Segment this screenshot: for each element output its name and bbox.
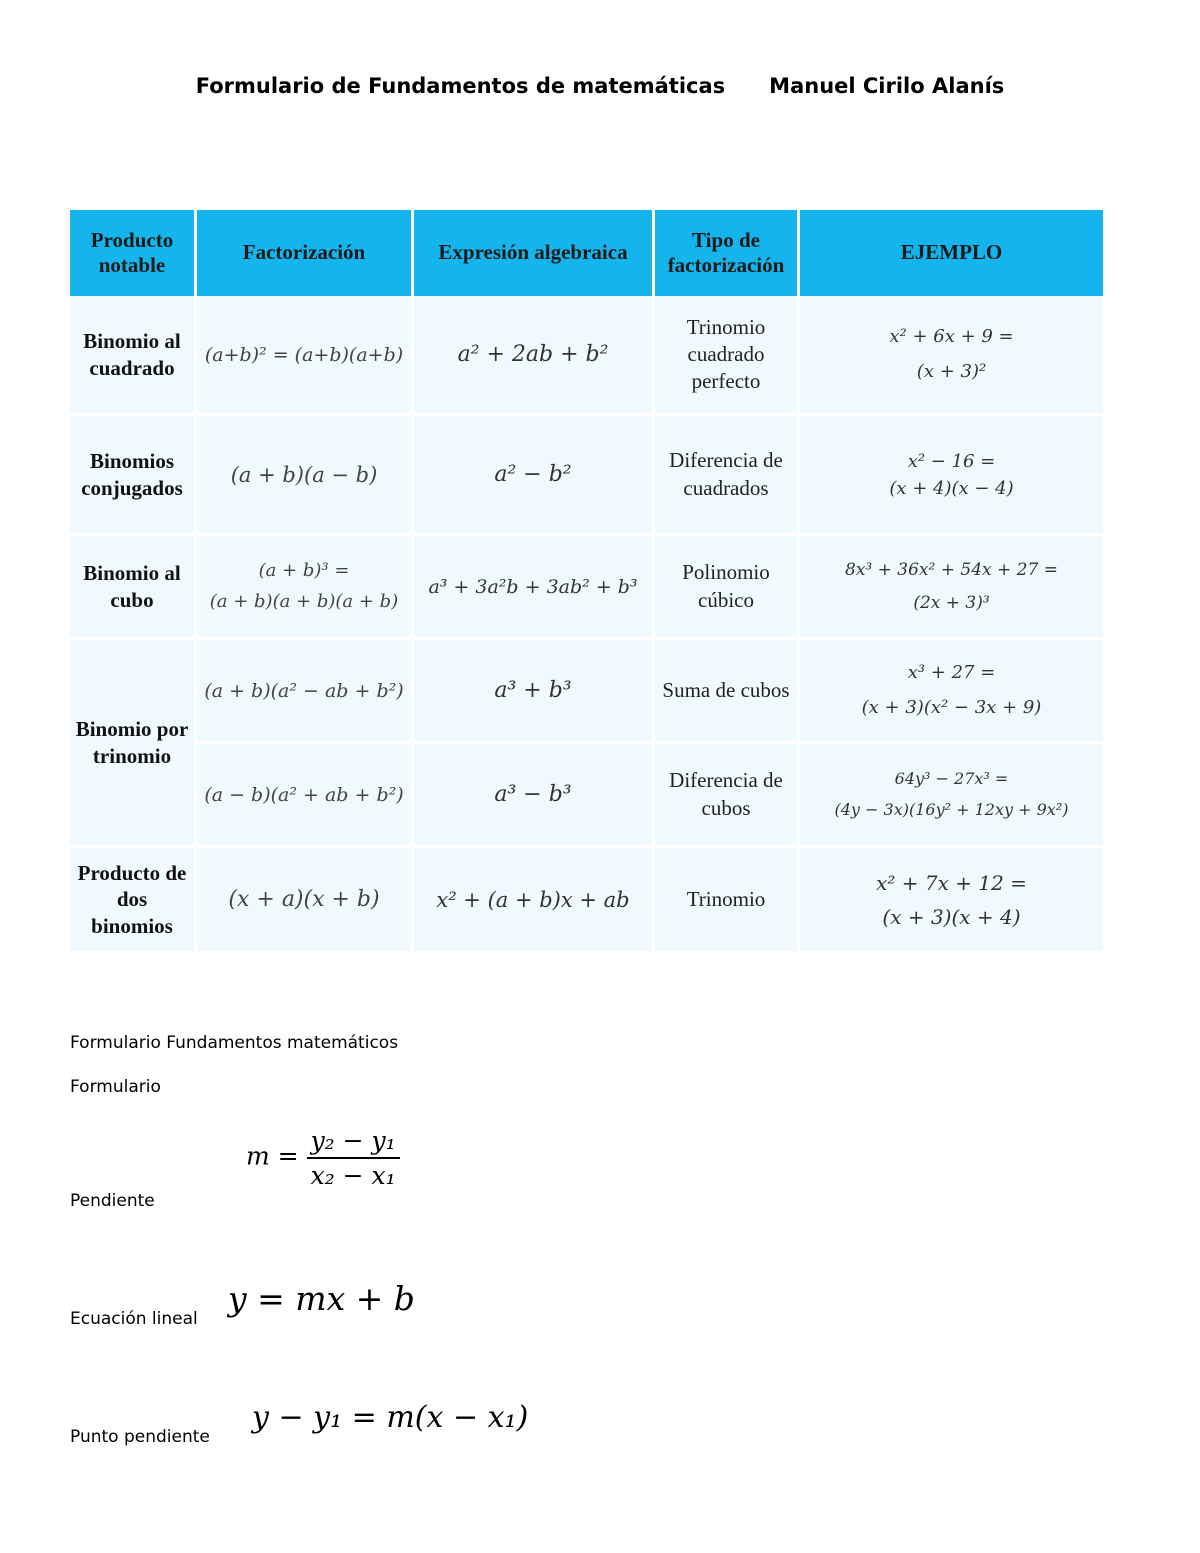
factorization-cell: (a + b)(a − b) xyxy=(197,416,411,536)
table-row xyxy=(70,296,1103,416)
example-line: 8x³ + 36x² + 54x + 27 = xyxy=(845,560,1058,581)
example-cell xyxy=(800,744,1103,848)
table-header-row xyxy=(70,210,1103,296)
example-line: (x + 3)² xyxy=(916,360,987,382)
linear-equation: y = mx + b xyxy=(228,1279,415,1318)
type-cell: Diferencia de cubos xyxy=(655,744,797,848)
expression-cell: a³ + 3a²b + 3ab² + b³ xyxy=(414,536,652,640)
expression-cell: a³ − b³ xyxy=(414,744,652,848)
table-row xyxy=(70,848,1103,954)
type-cell: Diferencia de cuadrados xyxy=(655,416,797,536)
col-header-expresion: Expresión algebraica xyxy=(414,210,652,296)
factorization-cell: (x + a)(x + b) xyxy=(197,848,411,954)
table-row xyxy=(70,640,1103,744)
notes-subheading: Formulario xyxy=(70,1077,161,1097)
slope-numerator: y₂ − y₁ xyxy=(307,1126,400,1159)
example-cell xyxy=(800,296,1103,416)
slope-denominator: x₂ − x₁ xyxy=(310,1161,396,1190)
row-label: Binomios conjugados xyxy=(70,416,194,536)
document-title: Formulario de Fundamentos de matemáticas xyxy=(195,74,726,98)
slope-fraction xyxy=(307,1126,400,1190)
example-line: x² − 16 = xyxy=(907,450,996,472)
col-header-ejemplo: EJEMPLO xyxy=(800,210,1103,296)
slope-formula xyxy=(246,1126,400,1190)
factorization-table xyxy=(67,210,1106,954)
expression-cell: a³ + b³ xyxy=(414,640,652,744)
expression-cell: a² + 2ab + b² xyxy=(414,296,652,416)
col-header-producto: Producto notable xyxy=(70,210,194,296)
row-label: Binomio al cuadrado xyxy=(70,296,194,416)
punto-label: Punto pendiente xyxy=(70,1427,210,1447)
example-line: x³ + 27 = xyxy=(907,662,996,684)
example-line: (x + 3)(x + 4) xyxy=(882,904,1021,929)
table-row xyxy=(70,416,1103,536)
example-cell xyxy=(800,416,1103,536)
table-row xyxy=(70,744,1103,848)
example-cell xyxy=(800,536,1103,640)
factorization-line: (a + b)(a + b)(a + b) xyxy=(209,590,399,612)
col-header-factorizacion: Factorización xyxy=(197,210,411,296)
point-slope-equation: y − y₁ = m(x − x₁) xyxy=(252,1400,529,1435)
example-line: (4y − 3x)(16y² + 12xy + 9x²) xyxy=(834,799,1069,819)
expression-cell: x² + (a + b)x + ab xyxy=(414,848,652,954)
factorization-cell: (a + b)(a² − ab + b²) xyxy=(197,640,411,744)
factorization-cell: (a+b)² = (a+b)(a+b) xyxy=(197,296,411,416)
factorization-cell: (a − b)(a² + ab + b²) xyxy=(197,744,411,848)
row-label: Binomio por trinomio xyxy=(70,640,194,848)
table-row xyxy=(70,536,1103,640)
example-cell xyxy=(800,640,1103,744)
author-name: Manuel Cirilo Alanís xyxy=(769,74,1005,98)
factorization-cell xyxy=(197,536,411,640)
row-label: Producto de dos binomios xyxy=(70,848,194,954)
example-line: (x + 3)(x² − 3x + 9) xyxy=(861,696,1042,718)
example-line: (2x + 3)³ xyxy=(913,592,990,613)
example-cell xyxy=(800,848,1103,954)
slope-lhs: m = xyxy=(246,1141,299,1171)
factorization-line: (a + b)³ = xyxy=(258,559,350,581)
page-header xyxy=(0,74,1200,98)
type-cell: Trinomio xyxy=(655,848,797,954)
type-cell: Suma de cubos xyxy=(655,640,797,744)
pendiente-label: Pendiente xyxy=(70,1191,155,1211)
example-line: x² + 6x + 9 = xyxy=(889,326,1014,348)
example-line: 64y³ − 27x³ = xyxy=(894,769,1009,789)
example-line: (x + 4)(x − 4) xyxy=(889,477,1014,499)
type-cell: Trinomio cuadrado perfecto xyxy=(655,296,797,416)
example-line: x² + 7x + 12 = xyxy=(876,870,1027,895)
col-header-tipo: Tipo de factorización xyxy=(655,210,797,296)
type-cell: Polinomio cúbico xyxy=(655,536,797,640)
notes-heading: Formulario Fundamentos matemáticos xyxy=(70,1033,399,1053)
expression-cell: a² − b² xyxy=(414,416,652,536)
lineal-label: Ecuación lineal xyxy=(70,1309,198,1329)
row-label: Binomio al cubo xyxy=(70,536,194,640)
